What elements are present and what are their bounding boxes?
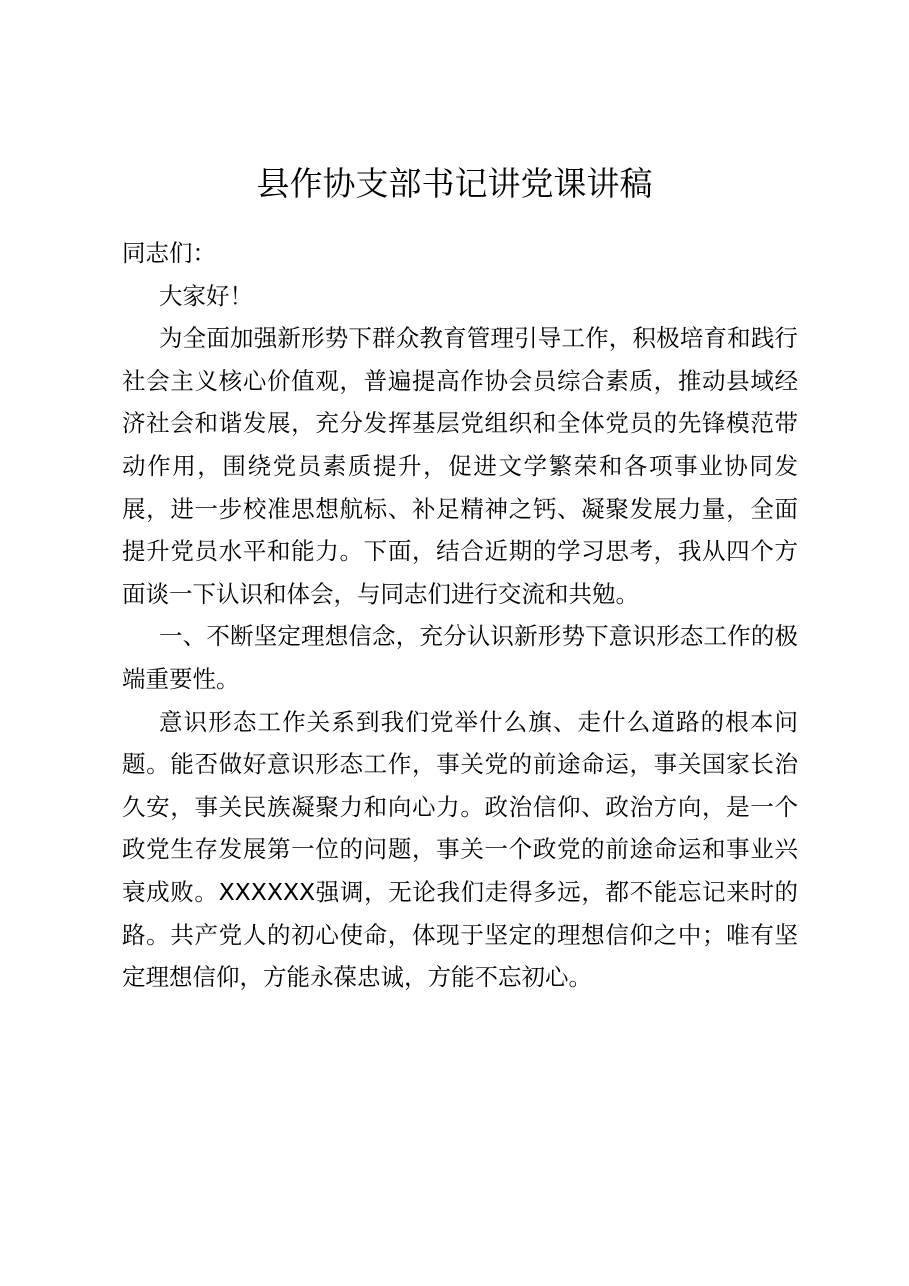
paragraph-intro: 为全面加强新形势下群众教育管理引导工作，积极培育和践行社会主义核心价值观，普遍提高作协会员综合素质，推动县域经济社会和谐发展，充分发挥基层党组织和全体党员的先锋模范带动作用，围绕党员素质提升，促进文学繁荣和各项事业协同发展，进一步校准思想航标、补足精神之钙、凝聚发展力量，全面提升党员水平和能力。下面，结合近期的学习思考，我从四个方面谈一下认识和体会，与同志们进行交流和共勉。 [122, 324, 798, 608]
paragraph-ideology: 意识形态工作关系到我们党举什么旗、走什么道路的根本问题。能否做好意识形态工作，事关党的前途命运，事关国家长治久安，事关民族凝聚力和向心力。政治信仰、政治方向，是一个政党生存发展第一位的问题，事关一个政党的前途命运和事业兴衰成败。XXXXXX强调，无论我们走得多远，都不能忘记来时的路。共产党人的初心使命，体现于坚定的理想信仰之中；唯有坚定理想信仰，方能永葆忠诚，方能不忘初心。 [122, 707, 798, 992]
salutation: 同志们： [122, 239, 216, 267]
document-title: 县作协支部书记讲党课讲稿 [256, 164, 653, 203]
document-body [122, 232, 798, 999]
section-heading-one: 一、不断坚定理想信念，充分认识新形势下意识形态工作的极端重要性。 [122, 622, 798, 693]
paragraph-greeting: 大家好！ [159, 281, 253, 310]
